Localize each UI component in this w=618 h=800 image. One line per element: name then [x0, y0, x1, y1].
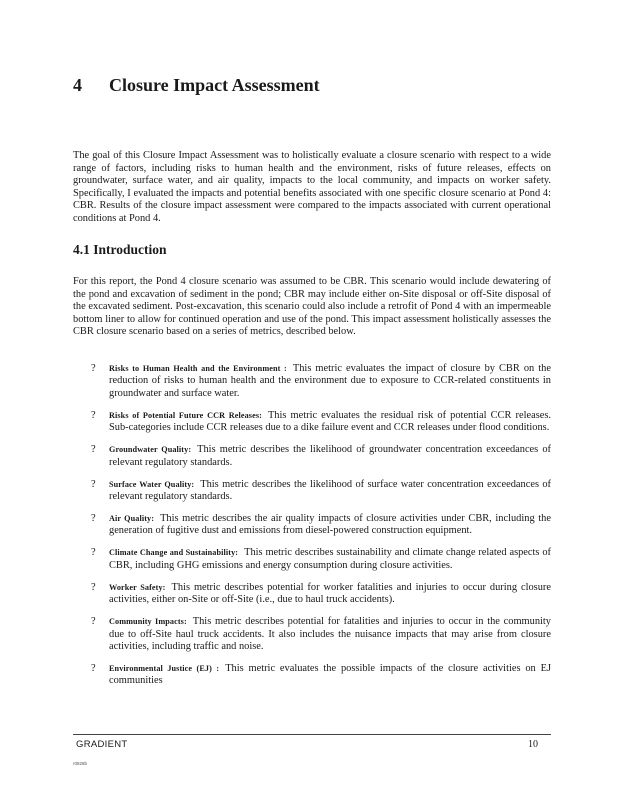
section-title-text: Closure Impact Assessment: [109, 75, 320, 95]
metric-term: Groundwater Quality:: [109, 445, 192, 455]
section-title: [73, 75, 320, 96]
document-code: r0828b: [73, 761, 88, 766]
metric-description: This metric describes sustainability and climate change related aspects of CBR, including GHG emissions and energy consumption during closure activities.: [109, 547, 551, 571]
metric-item: [91, 363, 551, 400]
bullet-marker: ?: [91, 363, 96, 374]
bullet-marker: ?: [91, 409, 96, 421]
metric-description: This metric describes the air quality impacts of closure activities under CBR, including the generation of fugitive dust and emissions from diesel-powered construction equipment.: [109, 513, 551, 537]
bullet-marker: ?: [91, 478, 96, 490]
metric-item: [91, 410, 551, 435]
footer-divider: [73, 734, 551, 735]
intro-paragraph: The goal of this Closure Impact Assessment was to holistically evaluate a closure scenario with respect to a wide range of factors, including risks to human health and the environment, risks of future releases, effects on groundwater, surface water, and air quality, impacts to the local community, and impacts on worker safety. Specifically, I evaluated the impacts and potential benefits associated with one specific closure scenario at Pond 4: CBR. Results of the closure impact assessment were compared to the impacts associated with current operational conditions at Pond 4.: [73, 150, 551, 224]
section-number: 4: [73, 75, 82, 95]
metric-term: Risks of Potential Future CCR Releases:: [109, 410, 262, 420]
metric-term: Climate Change and Sustainability:: [109, 548, 239, 558]
bullet-marker: ?: [91, 547, 96, 559]
subsection-paragraph: For this report, the Pond 4 closure scenario was assumed to be CBR. This scenario would include dewatering of the pond and excavation of sediment in the pond; CBR may include either on-Site disposal or off-Site disposal of the excavated sediment. Post-excavation, this scenario could also include a retrofit of Pond 4 with an impermeable bottom liner to allow for continued operation and use of the pond. This impact assessment holistically assesses the CBR closure scenario based on a series of metrics, described below.: [73, 276, 551, 338]
metric-term: Surface Water Quality:: [109, 479, 195, 489]
subsection-title: 4.1 Introduction: [73, 242, 167, 257]
metric-description: This metric evaluates the impact of closure by CBR on the reduction of risks to human health and the environment due to exposure to CCR-related constituents in groundwater and surface water.: [109, 363, 551, 399]
bullet-marker: ?: [91, 616, 96, 628]
metric-description: This metric describes potential for worker fatalities and injuries to occur during closure activities, either on-Site or off-Site (i.e., due to haul truck accidents).: [109, 581, 551, 606]
metric-description: This metric evaluates the possible impacts of the closure activities on EJ communities: [109, 663, 551, 687]
metric-description: This metric describes the likelihood of groundwater concentration exceedances of relevant regulatory standards.: [109, 444, 551, 468]
metric-term: Risks to Human Health and the Environment :: [109, 364, 287, 373]
metric-item: [91, 444, 551, 469]
bullet-marker: ?: [91, 663, 96, 675]
metric-description: This metric describes potential for fatalities and injuries to occur in the community due to off-Site haul truck accidents. It also includes the nuisance impacts that may arise from closure activities, including traffic and noise.: [109, 616, 551, 653]
metric-item: [91, 616, 551, 653]
metric-item: [91, 479, 551, 504]
bullet-marker: ?: [91, 513, 96, 525]
metric-item: [91, 663, 551, 688]
company-logo: GRADIENT: [76, 739, 128, 750]
bullet-marker: ?: [91, 581, 96, 593]
page-number: 10: [528, 739, 538, 750]
metric-item: [91, 582, 551, 607]
metric-item: [91, 513, 551, 538]
metric-term: Worker Safety:: [109, 582, 166, 592]
bullet-marker: ?: [91, 444, 96, 456]
metric-item: [91, 547, 551, 572]
metric-term: Environmental Justice (EJ) :: [109, 664, 220, 674]
metric-term: Air Quality:: [109, 514, 155, 524]
metrics-list: [91, 363, 551, 697]
metric-description: This metric describes the likelihood of surface water concentration exceedances of relevant regulatory standards.: [109, 478, 551, 503]
metric-description: This metric evaluates the residual risk of potential CCR releases. Sub-categories include CCR releases due to a dike failure event and CCR releases under flood conditions.: [109, 409, 551, 434]
metric-term: Community Impacts:: [109, 617, 187, 627]
